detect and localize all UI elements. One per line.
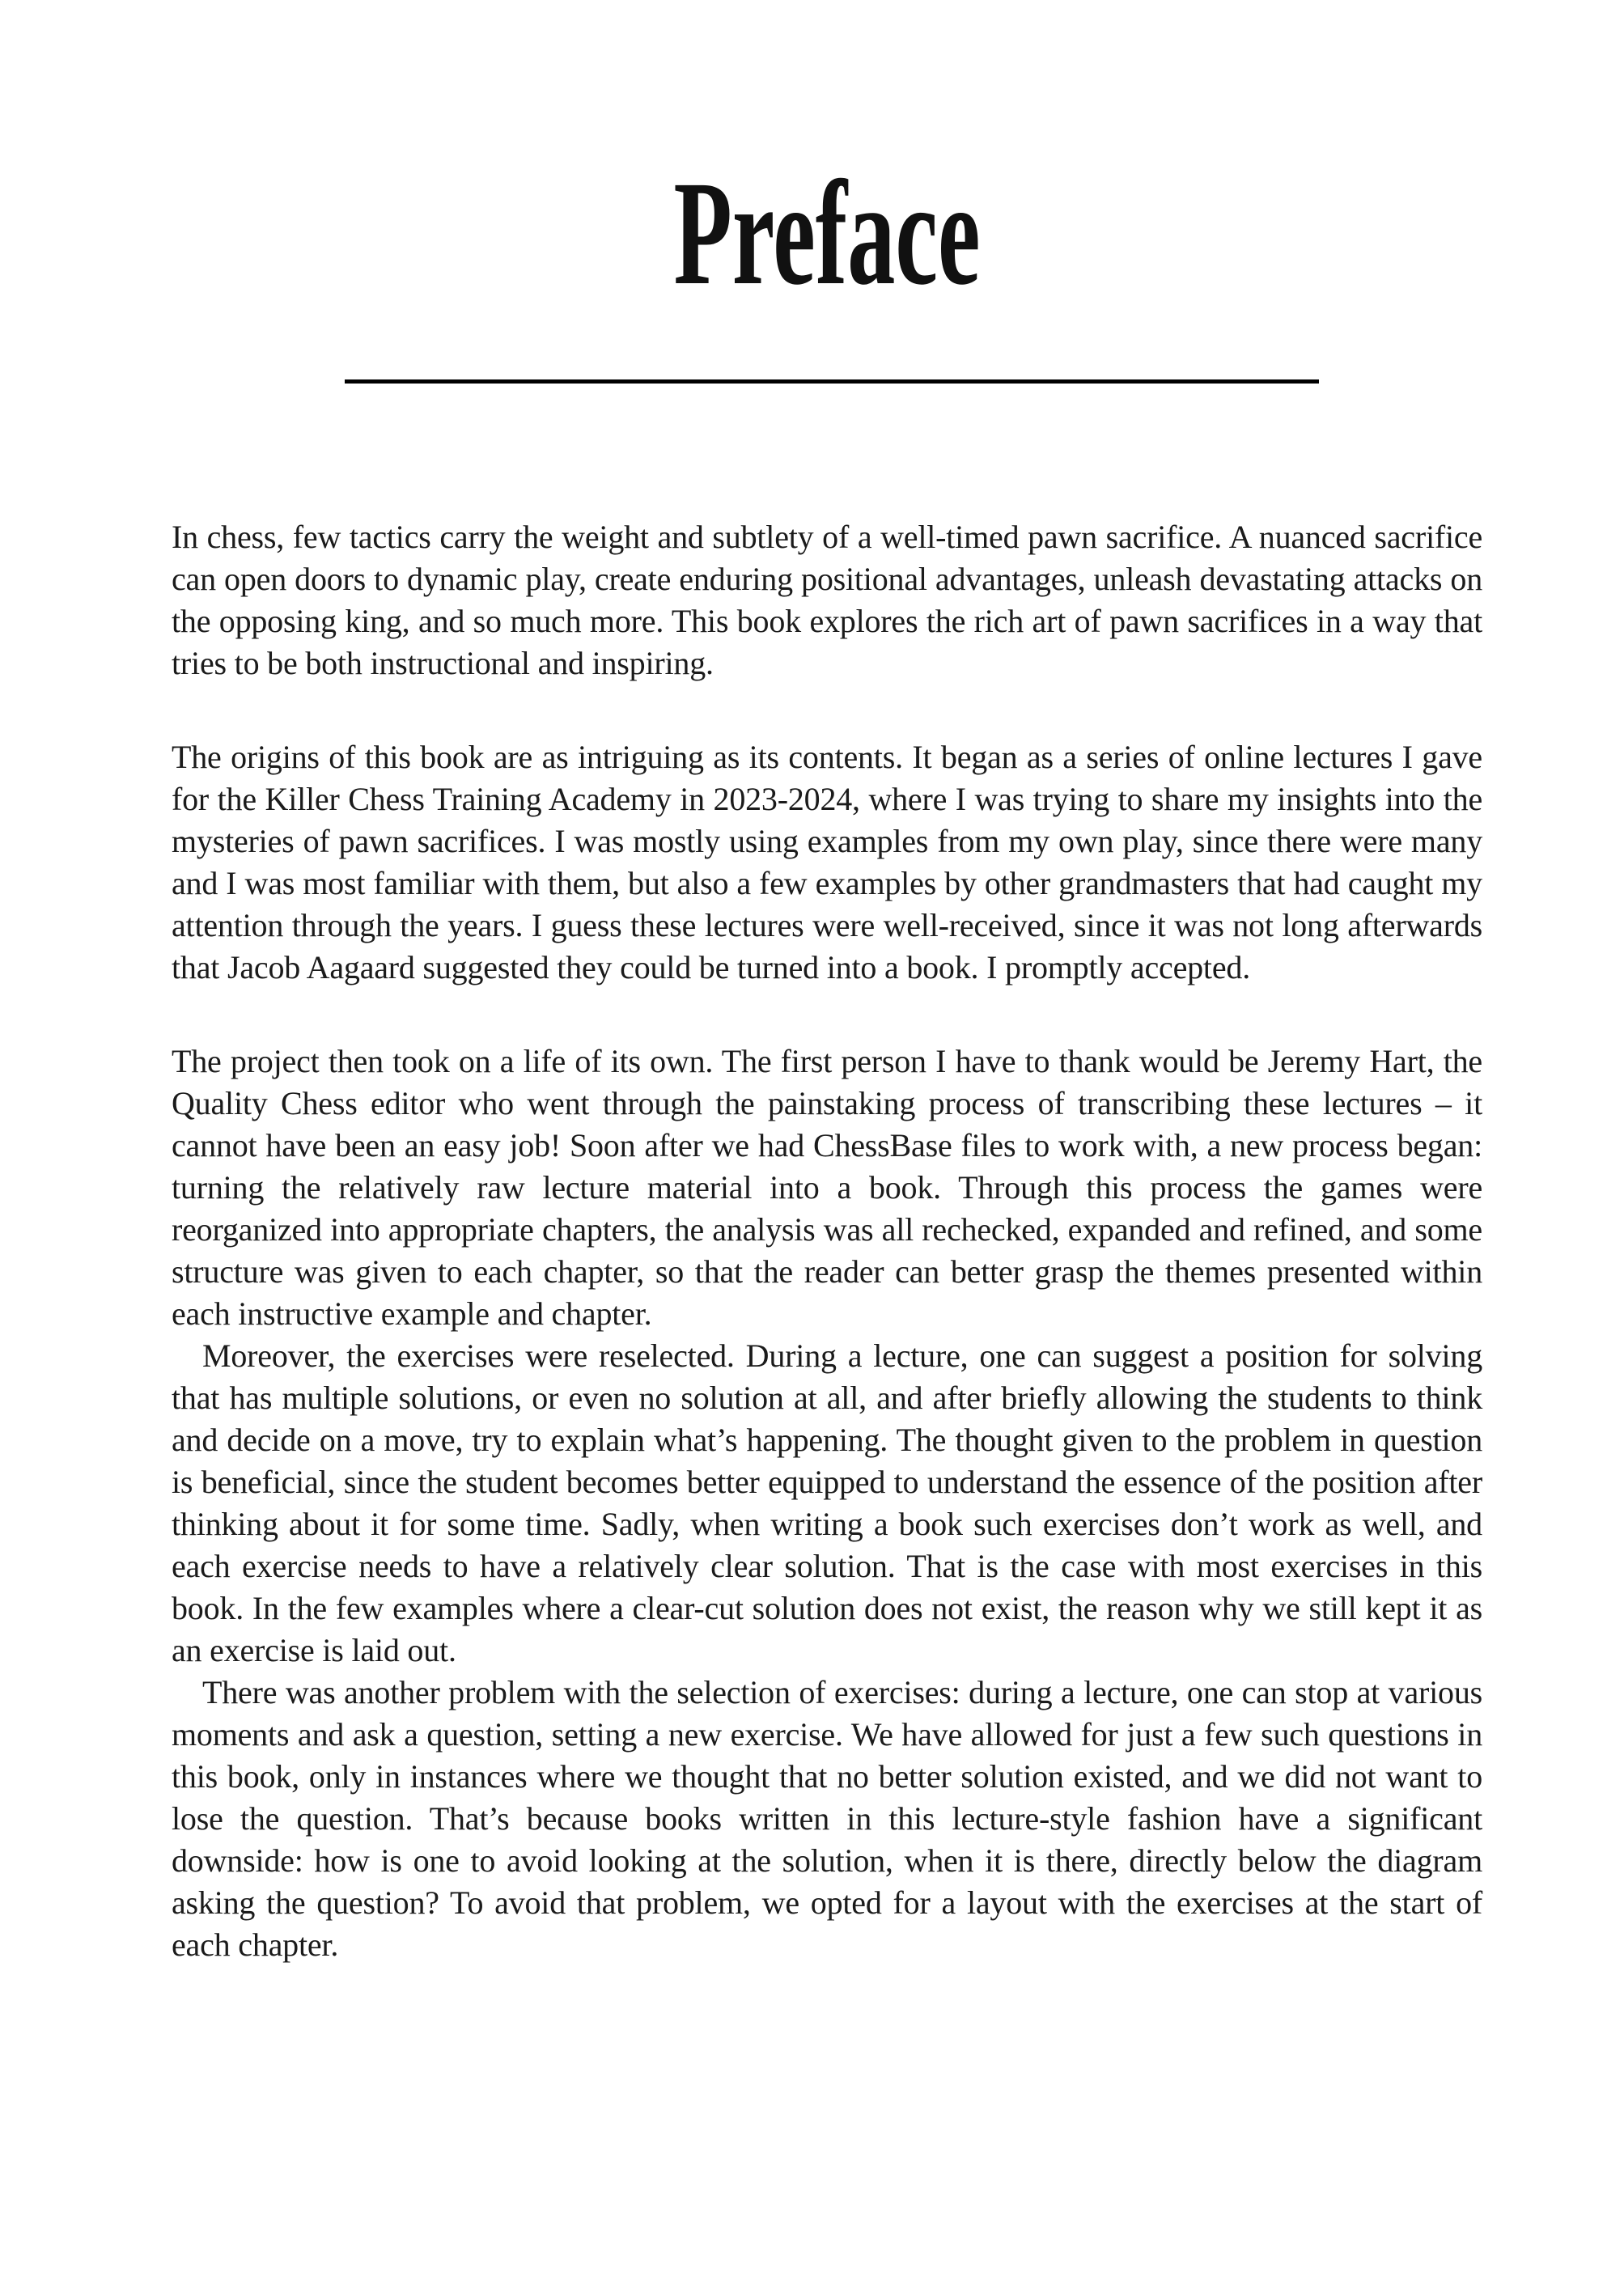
paragraph-1: In chess, few tactics carry the weight and subtlety of a well-timed pawn sacrifice. A nuanced sacrifice can open doors to dynamic play, create enduring positional advantages, unleash devastating attacks on the opposing king, and so much more. This book explores the rich art of pawn sacrifices in a way that tries to be both instructional and inspiring. [172,519,1482,681]
paragraph-5: There was another problem with the selection of exercises: during a lecture, one can stop at various moments and ask a question, setting a new exercise. We have allowed for just a few such questions in this book, only in instances where we thought that no better solution existed, and we did not want to lose the question. That’s because books written in this lecture-style fashion have a significant downside: how is one to avoid looking at the solution, when it is there, directly below the diagram asking the question? To avoid that problem, we opted for a layout with the exercises at the start of each chapter. [172,1674,1482,1963]
paragraph-2: The origins of this book are as intriguing as its contents. It began as a series of online lectures I gave for the Killer Chess Training Academy in 2023-2024, where I was trying to share my insights into the mysteries of pawn sacrifices. I was mostly using examples from my own play, since there were many and I was most familiar with them, but also a few examples by other grandmasters that had caught my attention through the years. I guess these lectures were well-received, since it was not long afterwards that Jacob Aagaard suggested they could be turned into a book. I promptly accepted. [172,739,1482,985]
paragraph-3: The project then took on a life of its own. The first person I have to thank would be Jeremy Hart, the Quality Chess editor who went through the painstaking process of transcribing these lectures – it cannot have been an easy job! Soon after we had ChessBase files to work with, a new process began: turning the relatively raw lecture material into a book. Through this process the games were reorganized into appropriate chapters, the analysis was all rechecked, expanded and refined, and some structure was given to each chapter, so that the reader can better grasp the themes presented within each instructive example and chapter. [172,1043,1482,1332]
preface-body [172,516,1482,1966]
paragraph-4: Moreover, the exercises were reselected. During a lecture, one can suggest a position for solving that has multiple solutions, or even no solution at all, and after briefly allowing the students to think and decide on a move, try to explain what’s happening. The thought given to the problem in question is beneficial, since the student becomes better equipped to understand the essence of the position after thinking about it for some time. Sadly, when writing a book such exercises don’t work as well, and each exercise needs to have a relatively clear solution. That is the case with most exercises in this book. In the few examples where a clear-cut solution does not exist, the reason why we still kept it as an exercise is laid out. [172,1337,1482,1668]
title-divider-rule [345,379,1319,384]
page-title: Preface [673,150,981,316]
